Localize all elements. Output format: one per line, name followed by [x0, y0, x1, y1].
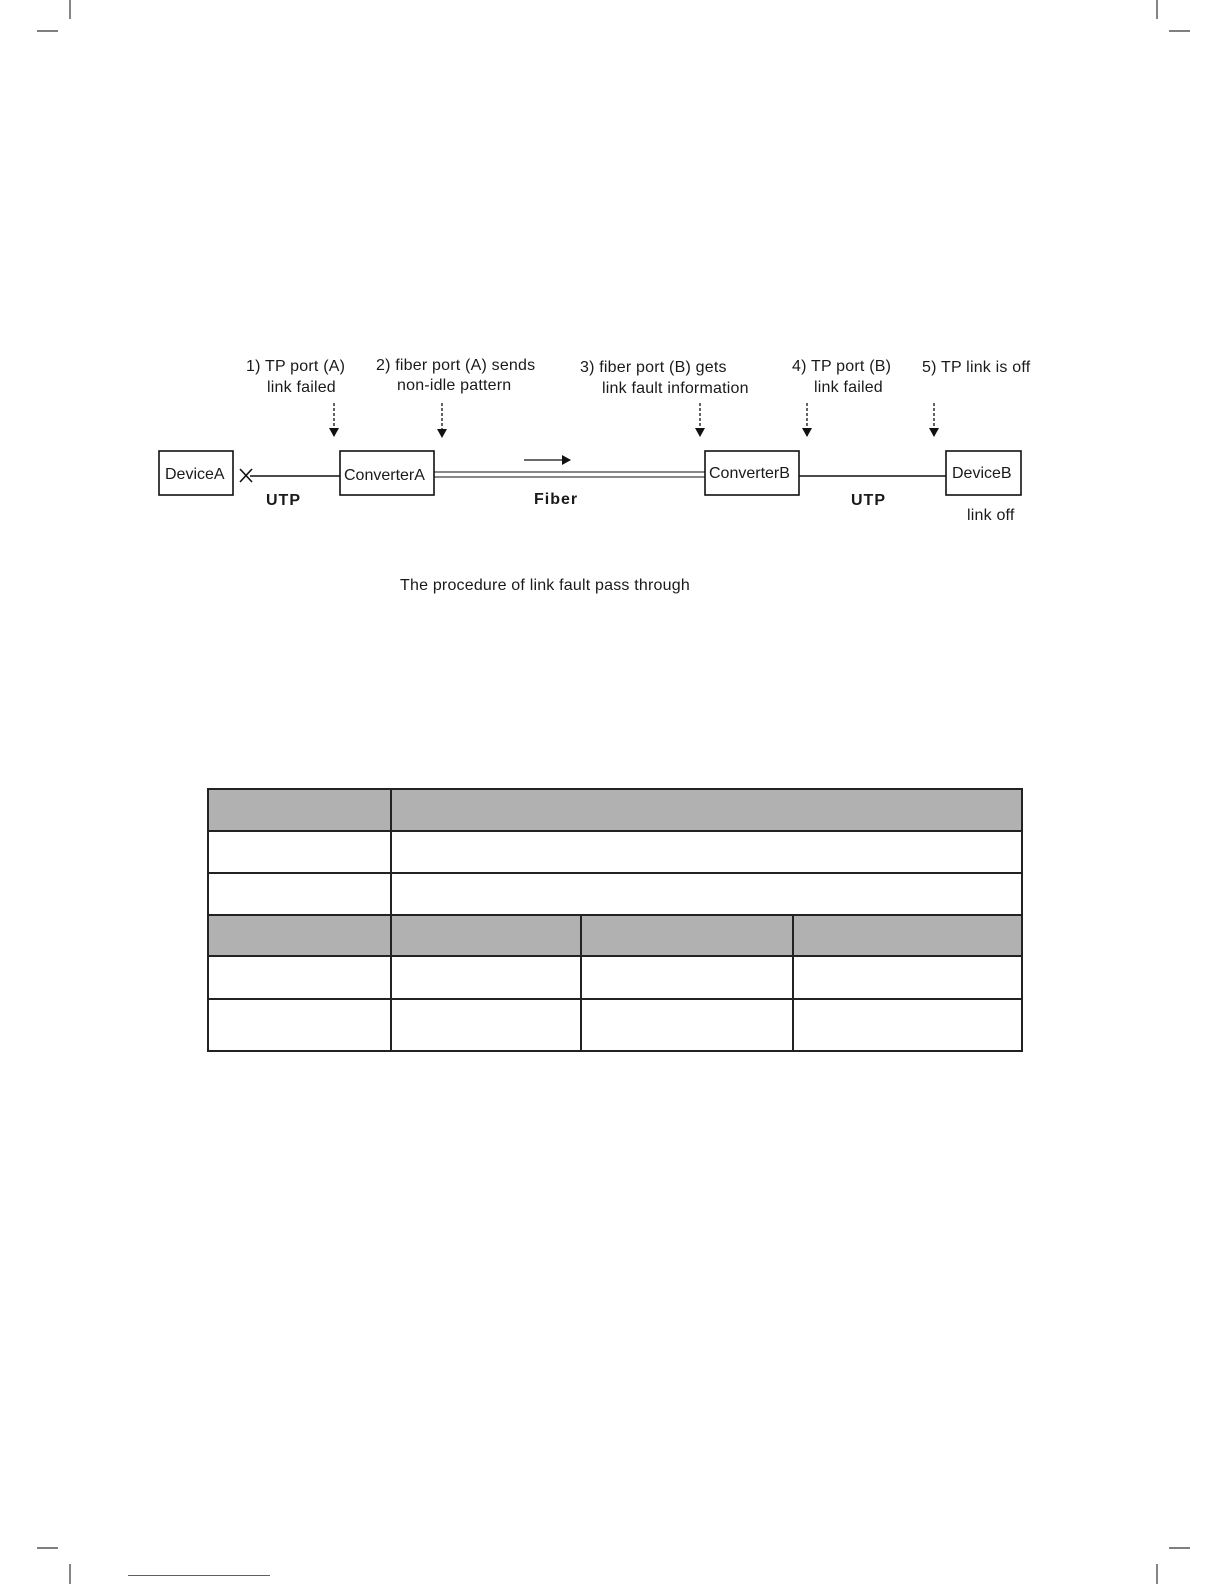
- utp-left-label: UTP: [266, 492, 301, 509]
- table-row: [208, 873, 1022, 915]
- step-3-line-1: 3) fiber port (B) gets: [580, 359, 727, 376]
- table-cell: [391, 831, 1022, 873]
- table-cell: [793, 956, 1022, 999]
- link-fault-diagram: [0, 0, 1224, 620]
- table-cell: [208, 915, 391, 956]
- table-cell: [793, 915, 1022, 956]
- device-a-label: DeviceA: [165, 466, 225, 483]
- fiber-label: Fiber: [534, 491, 579, 508]
- step-5-line-1: 5) TP link is off: [922, 359, 1031, 376]
- table-cell: [208, 873, 391, 915]
- step-1-line-2: link failed: [267, 379, 336, 396]
- table-cell: [391, 915, 581, 956]
- step-1-line-1: 1) TP port (A): [246, 358, 346, 375]
- table-cell: [208, 831, 391, 873]
- table-row: [208, 956, 1022, 999]
- step-4-line-2: link failed: [814, 379, 883, 396]
- table-cell: [391, 873, 1022, 915]
- diagram-caption: The procedure of link fault pass through: [400, 577, 690, 594]
- table-cell: [793, 999, 1022, 1051]
- table-row: [208, 999, 1022, 1051]
- table-cell: [581, 915, 793, 956]
- table-header-row: [208, 915, 1022, 956]
- device-b-status: link off: [967, 507, 1015, 524]
- step-4-line-1: 4) TP port (B): [792, 358, 892, 375]
- footer-link-underline[interactable]: [128, 1575, 270, 1576]
- converter-a-label: ConverterA: [344, 467, 425, 484]
- table-cell: [208, 956, 391, 999]
- table-header-row: [208, 789, 1022, 831]
- device-b-label: DeviceB: [952, 465, 1012, 482]
- utp-right-label: UTP: [851, 492, 886, 509]
- converter-b-label: ConverterB: [709, 465, 790, 482]
- step-3-line-2: link fault information: [602, 380, 749, 397]
- table-cell: [581, 999, 793, 1051]
- table-cell: [391, 956, 581, 999]
- step-2-line-2: non-idle pattern: [397, 377, 512, 394]
- table-row: [208, 831, 1022, 873]
- step-2-line-1: 2) fiber port (A) sends: [376, 357, 536, 374]
- table-cell: [581, 956, 793, 999]
- table-cell: [391, 999, 581, 1051]
- table-cell: [391, 789, 1022, 831]
- table-cell: [208, 789, 391, 831]
- table-cell: [208, 999, 391, 1051]
- spec-table: [207, 788, 1023, 1052]
